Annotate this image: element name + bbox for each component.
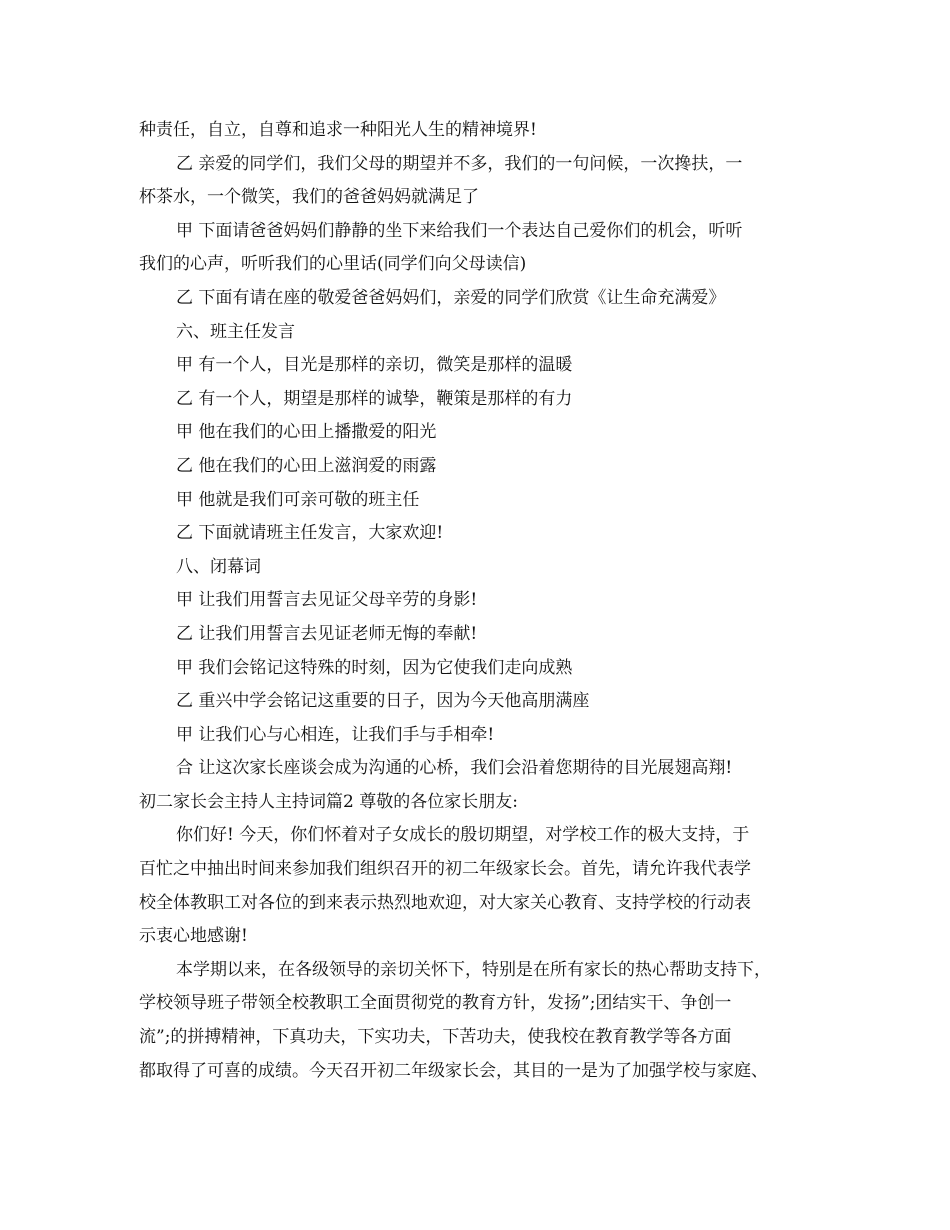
text-line: 本学期以来，在各级领导的亲切关怀下，特别是在所有家长的热心帮助支持下， (176, 959, 771, 980)
section-heading: 八、闭幕词 (176, 556, 261, 577)
text-line: 甲 我们会铭记这特殊的时刻，因为它使我们走向成熟 (176, 657, 573, 678)
text-line: 合 让这次家长座谈会成为沟通的心桥，我们会沿着您期待的目光展翅高翔! (176, 758, 733, 779)
text-line: 甲 他在我们的心田上播撒爱的阳光 (176, 422, 437, 443)
text-line: 校全体教职工对各位的到来表示热烈地欢迎，对大家关心教育、支持学校的行动表 (139, 892, 751, 913)
text-line: 都取得了可喜的成绩。今天召开初二年级家长会，其目的一是为了加强学校与家庭、 (139, 1060, 768, 1081)
text-line: 甲 他就是我们可亲可敬的班主任 (176, 489, 420, 510)
text-line: 学校领导班子带领全校教职工全面贯彻党的教育方针，发扬”;团结实干、争创一 (139, 993, 732, 1014)
text-line: 乙 让我们用誓言去见证老师无悔的奉献! (176, 623, 478, 644)
text-line: 种责任，自立，自尊和追求一种阳光人生的精神境界! (139, 120, 537, 140)
text-line: 乙 下面就请班主任发言，大家欢迎! (176, 523, 444, 544)
text-line: 甲 让我们心与心相连，让我们手与手相牵! (176, 724, 495, 745)
text-line: 杯茶水，一个微笑，我们的爸爸妈妈就满足了 (139, 187, 479, 208)
text-line: 乙 有一个人，期望是那样的诚挚，鞭策是那样的有力 (176, 388, 573, 409)
text-line: 乙 下面有请在座的敬爱爸爸妈妈们，亲爱的同学们欣赏《让生命充满爱》 (176, 287, 726, 308)
text-line: 你们好! 今天，你们怀着对子女成长的殷切期望，对学校工作的极大支持，于 (176, 825, 750, 846)
text-line: 流”;的拼搏精神，下真功夫，下实功夫，下苦功夫，使我校在教育教学等各方面 (139, 1027, 732, 1048)
text-line: 甲 让我们用誓言去见证父母辛劳的身影! (176, 590, 478, 611)
document-body (139, 114, 829, 1088)
text-line: 乙 亲爱的同学们，我们父母的期望并不多，我们的一句问候，一次搀扶，一 (176, 153, 743, 174)
text-line: 示衷心地感谢! (139, 926, 248, 947)
text-line: 甲 下面请爸爸妈妈们静静的坐下来给我们一个表达自己爱你们的机会，听听 (176, 220, 743, 241)
text-line: 甲 有一个人，目光是那样的亲切，微笑是那样的温暖 (176, 355, 573, 376)
text-line: 乙 重兴中学会铭记这重要的日子，因为今天他高朋满座 (176, 691, 590, 712)
text-line: 我们的心声，听听我们的心里话(同学们向父母读信) (139, 254, 527, 275)
section-heading: 六、班主任发言 (176, 321, 295, 342)
text-line: 乙 他在我们的心田上滋润爱的雨露 (176, 455, 437, 476)
article-title-line: 初二家长会主持人主持词篇2 尊敬的各位家长朋友: (139, 791, 518, 812)
text-line: 百忙之中抽出时间来参加我们组织召开的初二年级家长会。首先，请允许我代表学 (139, 859, 751, 880)
